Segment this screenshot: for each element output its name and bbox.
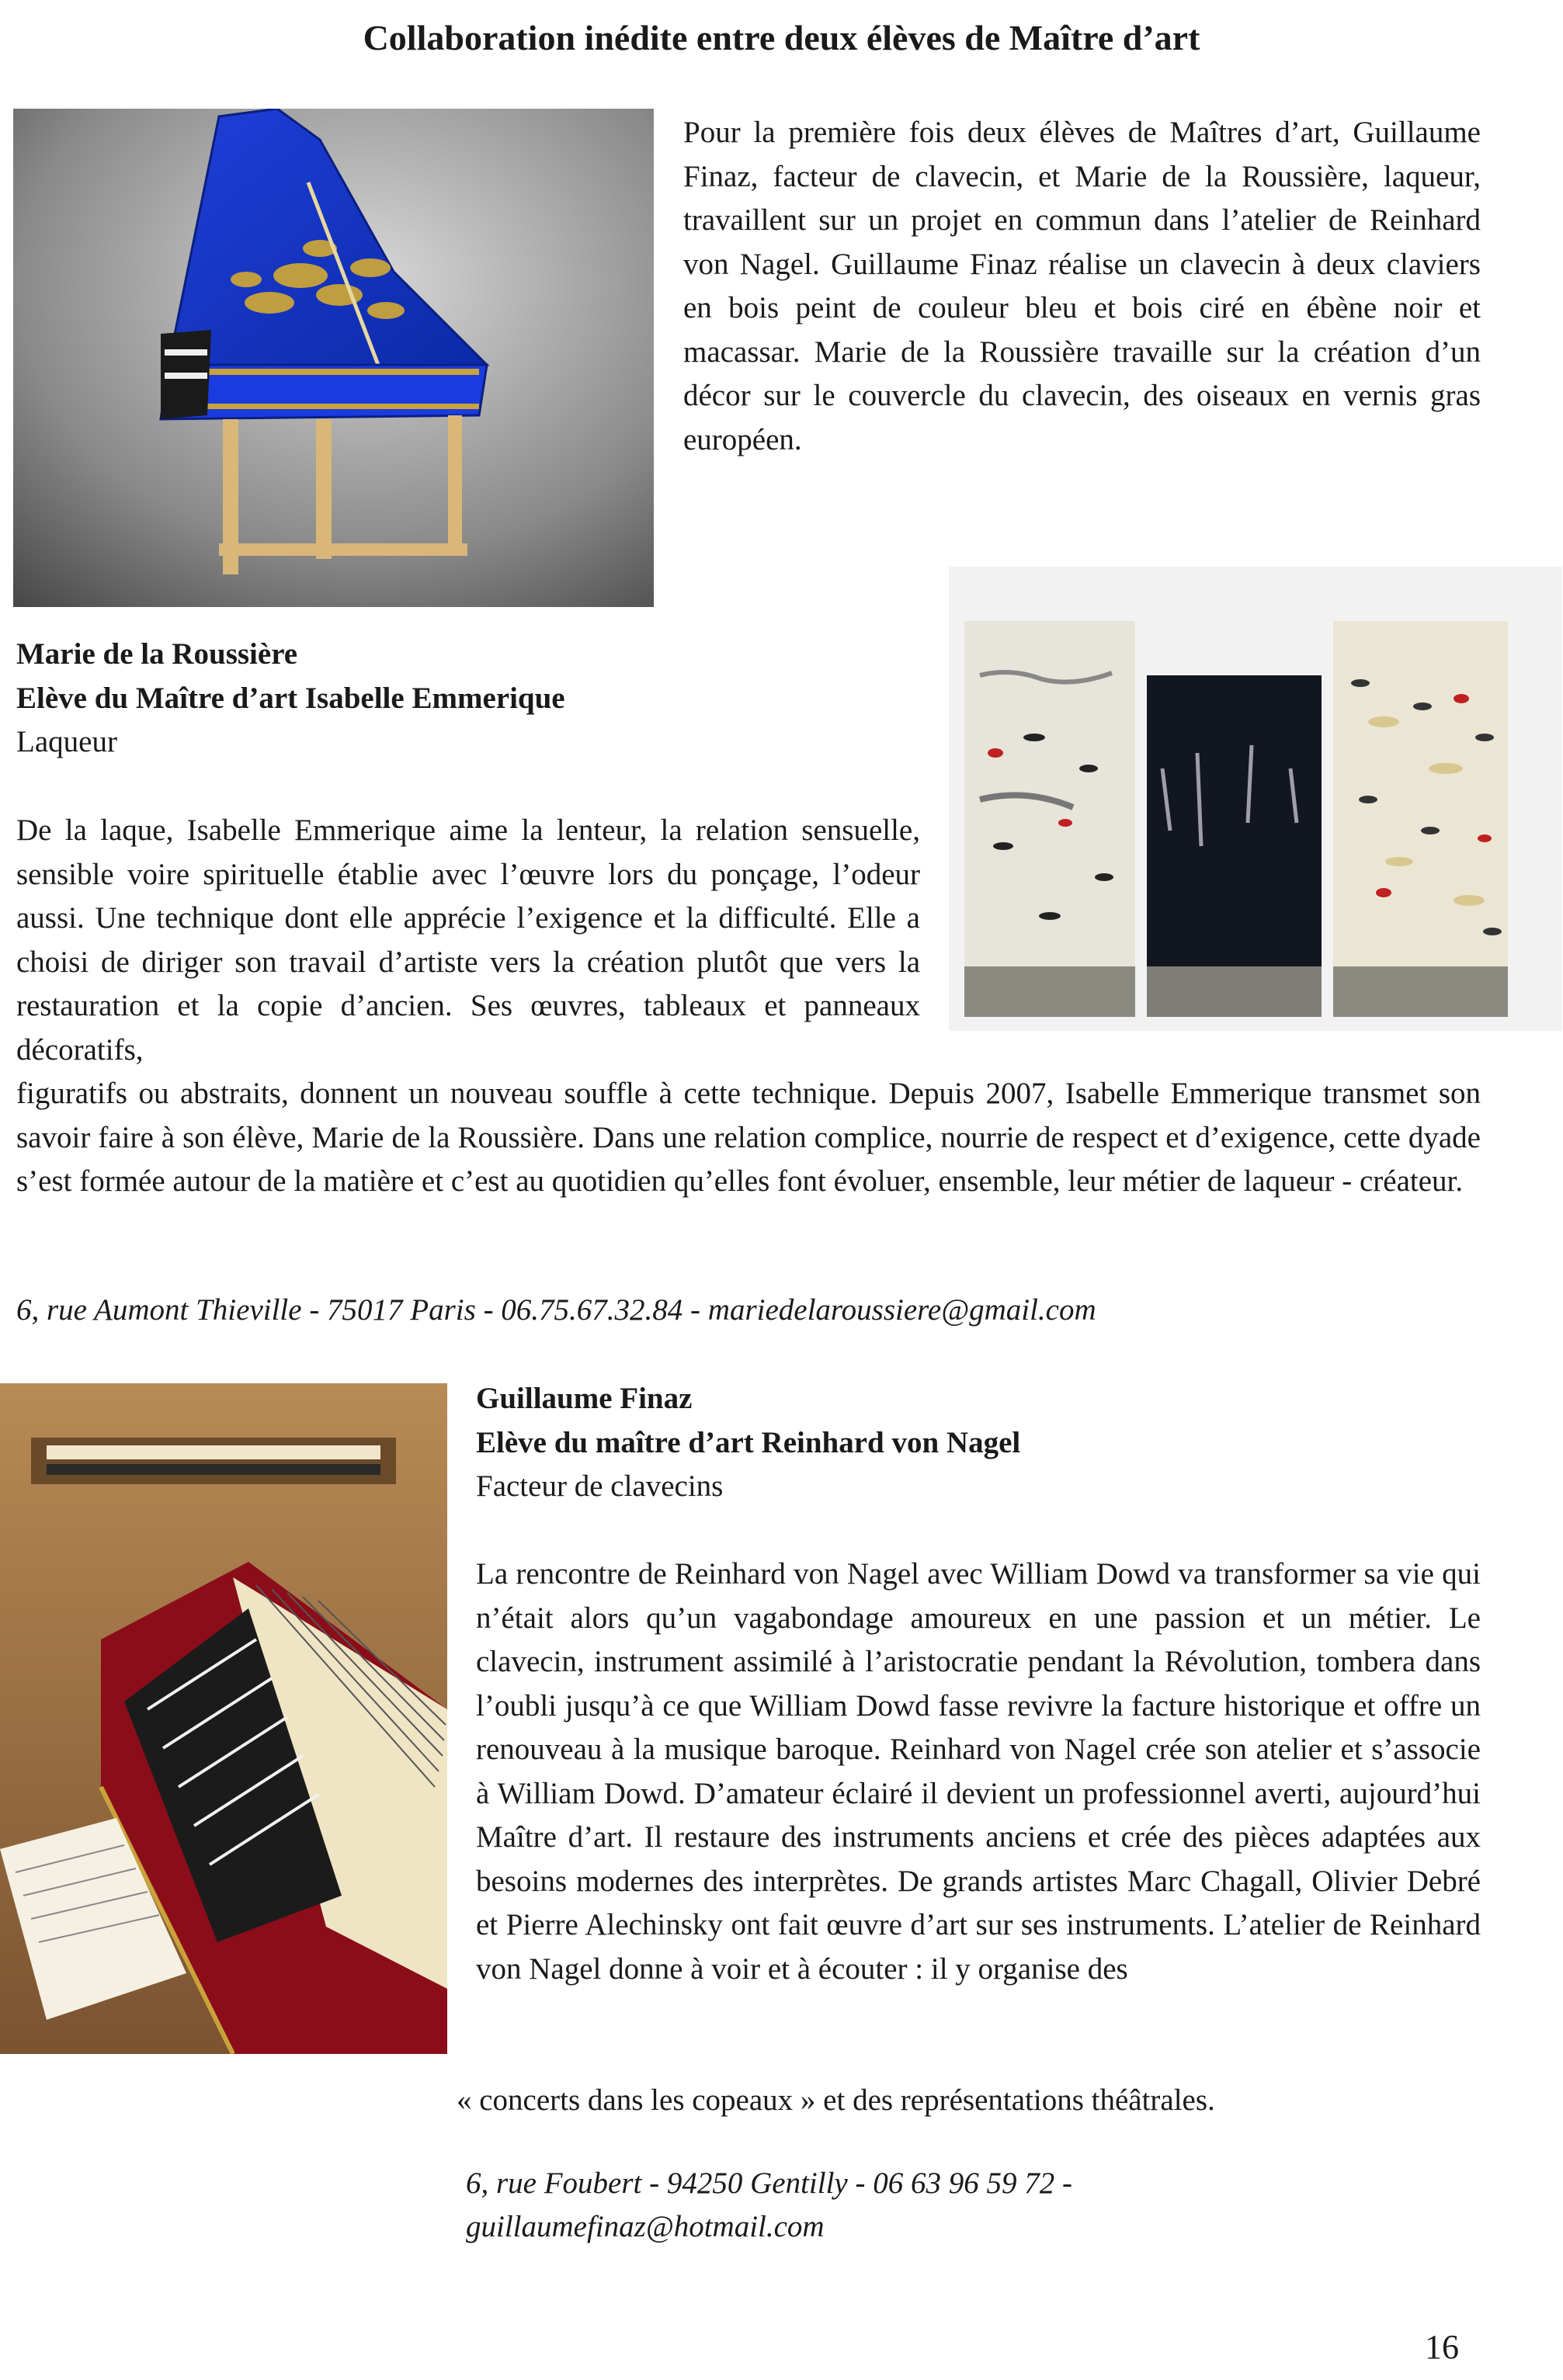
page-title: Collaboration inédite entre deux élèves de Maître d’art [363, 18, 1200, 57]
guillaume-name: Guillaume Finaz [476, 1382, 693, 1415]
guillaume-bio-last-line: « concerts dans les copeaux » et des représentations théâtrales. [457, 2083, 1215, 2117]
marie-contact: 6, rue Aumont Thieville - 75017 Paris - 06.75.67.32.84 - mariedelaroussiere@gmail.com [16, 1293, 1096, 1327]
marie-header [16, 633, 933, 765]
intro-paragraph: Pour la première fois deux élèves de Maîtres d’art, Guillaume Finaz, facteur de clavecin, et Marie de la Roussière, laqueur, travaillent sur un projet en commun dans l’atelier de Reinhard von Nagel. Guillaume Finaz réalise un clavecin à deux claviers en bois peint de couleur bleu et bois ciré en ébène noir et macassar. Marie de la Roussière travaille sur la création d’un décor sur le couvercle du clavecin, des oiseaux en vernis gras européen. [683, 116, 1481, 456]
guillaume-header [476, 1377, 1485, 1509]
marie-bio-part2: figuratifs ou abstraits, donnent un nouveau souffle à cette technique. Depuis 2007, Isabelle Emmerique transmet son savoir faire à son élève, Marie de la Roussière. Dans une relation complice, nourrie de respect et d’exigence, cette dyade s’est formée autour de la matière et c’est au quotidien qu’elles font évoluer, ensemble, leur métier de laqueur - créateur. [16, 1077, 1481, 1198]
marie-role: Laqueur [16, 725, 117, 758]
marie-name: Marie de la Roussière [16, 637, 298, 671]
marie-bio-part1: De la laque, Isabelle Emmerique aime la lenteur, la relation sensuelle, sensible voire spirituelle établie avec l’œuvre lors du ponçage, l’odeur aussi. Une technique dont elle apprécie l’exigence et la difficulté. Elle a choisi de diriger son travail d’artiste vers la création plutôt que vers la restauration et la copie d’ancien. Ses œuvres, tableaux et panneaux décoratifs, [16, 814, 920, 1067]
guillaume-contact-address: 6, rue Foubert - 94250 Gentilly - 06 63 96 59 72 - [466, 2167, 1072, 2200]
page-number: 16 [1425, 2328, 1459, 2366]
blue-harpsichord-photo [13, 109, 654, 607]
marie-subtitle: Elève du Maître d’art Isabelle Emmerique [16, 681, 565, 715]
guillaume-contact-email: guillaumefinaz@hotmail.com [466, 2210, 825, 2243]
guillaume-role: Facteur de clavecins [476, 1469, 724, 1503]
guillaume-contact [466, 2162, 1475, 2249]
guillaume-subtitle: Elève du maître d’art Reinhard von Nagel [476, 1425, 1021, 1459]
guillaume-bio: La rencontre de Reinhard von Nagel avec William Dowd va transformer sa vie qui n’était alors qu’un vagabondage amoureux en une passion et un métier. Le clavecin, instrument assimilé à l’aristocratie pendant la Révolution, tombera dans l’oubli jusqu’à ce que William Dowd fasse revivre la facture historique et offre un renouveau à la musique baroque. Reinhard von Nagel crée son atelier et s’associe à William Dowd. D’amateur éclairé il devient un professionnel averti, aujourd’hui Maître d’art. Il restaure des instruments anciens et crée des pièces adaptées aux besoins modernes des interprètes. De grands artistes Marc Chagall, Olivier Debré et Pierre Alechinsky ont fait œuvre d’art sur ses instruments. L’atelier de Reinhard von Nagel donne à voir et à écouter : il y organise des [476, 1557, 1481, 1986]
lacquer-triptych-photo [949, 567, 1562, 1031]
workshop-harpsichord-photo [0, 1383, 447, 2054]
